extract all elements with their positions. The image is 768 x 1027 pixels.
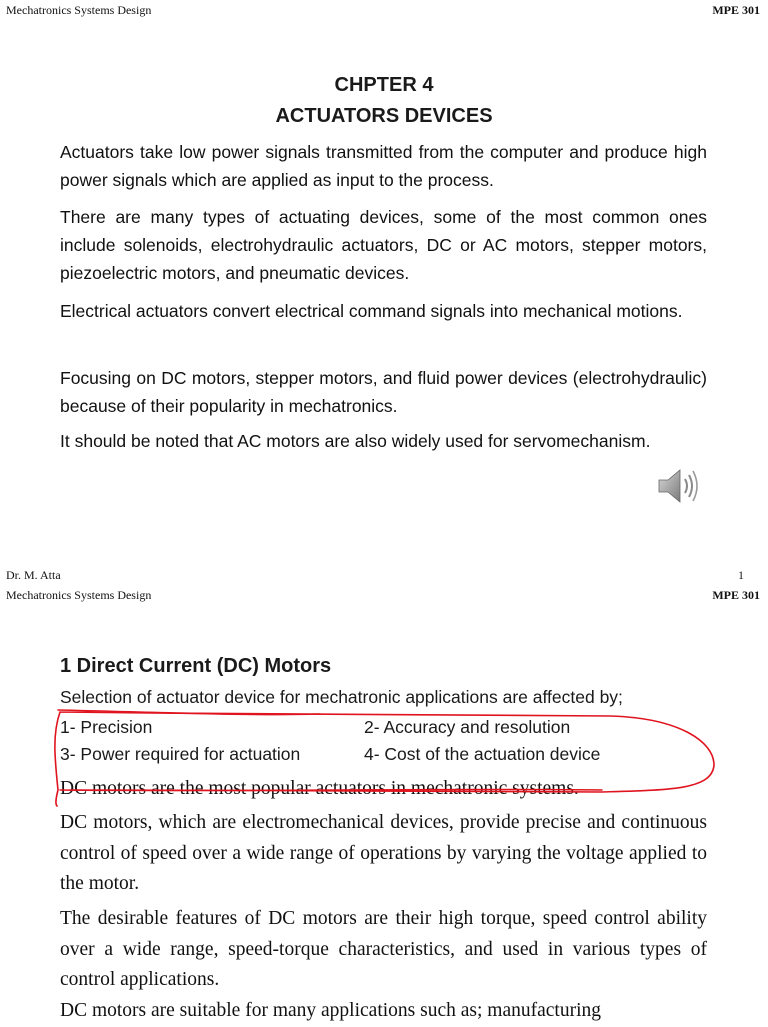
paragraph: DC motors are the most popular actuators in mechatronic systems. (60, 778, 579, 799)
slide1-footer (6, 568, 760, 583)
course-code: MPE 301 (712, 3, 760, 17)
chapter-number: CHPTER 4 (334, 74, 434, 96)
selection-intro: Selection of actuator device for mechatronic applications are affected by; (60, 687, 623, 707)
paragraph: There are many types of actuating devices, some of the most common ones include solenoids, electrohydraulic actuators, DC or AC motors, stepper motors, piezoelectric motors, and pneumatic devices. (60, 207, 707, 283)
paragraph: Electrical actuators convert electrical command signals into mechanical motions. (60, 301, 683, 321)
slide2-header (6, 588, 760, 603)
speaker-icon[interactable] (656, 466, 700, 506)
paragraph: It should be noted that AC motors are also widely used for servomechanism. (60, 431, 651, 451)
paragraph: The desirable features of DC motors are their high torque, speed control ability over a wide range, speed-torque characteristics, and used in various types of control applications. (60, 908, 707, 990)
paragraph: DC motors, which are electromechanical devices, provide precise and continuous control of speed over a wide range of operations by varying the voltage applied to the motor. (60, 812, 707, 894)
paragraph: Actuators take low power signals transmitted from the computer and produce high power signals which are applied as input to the process. (60, 142, 707, 190)
slide1-header (6, 3, 760, 18)
course-title: Mechatronics Systems Design (6, 3, 152, 17)
course-title: Mechatronics Systems Design (6, 588, 152, 602)
chapter-title: ACTUATORS DEVICES (275, 105, 493, 127)
criterion: 4- Cost of the actuation device (364, 744, 601, 764)
criterion: 2- Accuracy and resolution (364, 717, 571, 737)
paragraph: DC motors are suitable for many applications such as; manufacturing (60, 1000, 601, 1021)
paragraph: Focusing on DC motors, stepper motors, and fluid power devices (electrohydraulic) because of their popularity in mechatronics. (60, 368, 707, 416)
author: Dr. M. Atta (6, 568, 61, 582)
page-number: 1 (738, 568, 744, 582)
criterion: 3- Power required for actuation (60, 744, 301, 764)
course-code: MPE 301 (712, 588, 760, 602)
section-title: 1 Direct Current (DC) Motors (60, 655, 332, 677)
criterion: 1- Precision (60, 717, 153, 737)
